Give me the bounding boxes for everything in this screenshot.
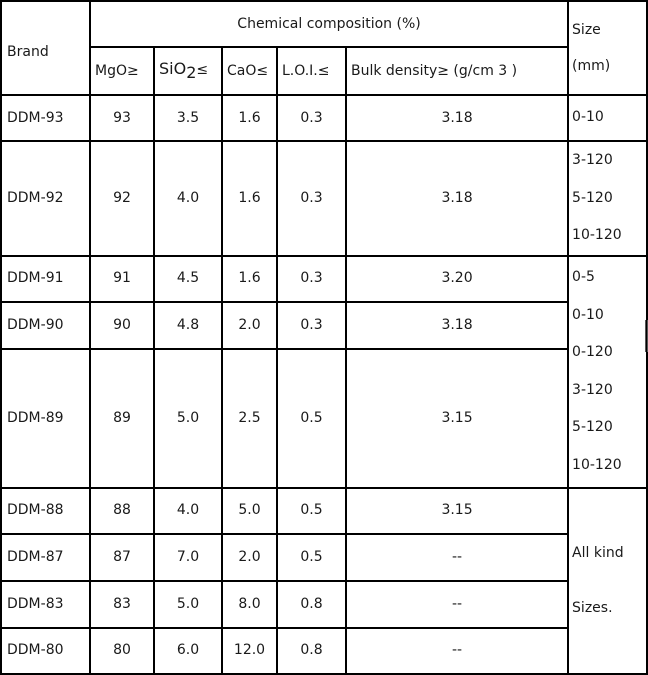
size-value: 3-120	[572, 381, 613, 398]
bulk-density-cell: 3.18	[346, 141, 568, 256]
brand-cell: DDM-92	[1, 141, 90, 256]
bulk-density-cell: 3.18	[346, 302, 568, 349]
size-value: 10-120	[572, 456, 622, 473]
cao-cell: 12.0	[222, 628, 277, 674]
size-cell	[568, 141, 647, 256]
brand-cell: DDM-88	[1, 488, 90, 534]
size-cell	[568, 488, 647, 674]
size-header-unit: (mm)	[572, 58, 611, 74]
size-header-label: Size	[572, 22, 601, 38]
table-row	[1, 349, 647, 488]
mgo-cell: 87	[90, 534, 154, 581]
loi-cell: 0.5	[277, 488, 346, 534]
bulk-density-cell: --	[346, 581, 568, 628]
brand-header: Brand	[1, 1, 90, 95]
loi-header: L.O.I.≤	[277, 47, 346, 95]
sio2-operator: ≤	[196, 61, 209, 78]
size-value: All kind	[572, 545, 624, 561]
bulk-density-cell: 3.15	[346, 488, 568, 534]
sio2-subscript: 2	[186, 62, 197, 82]
size-cell	[568, 95, 647, 141]
sio2-cell: 4.0	[154, 488, 222, 534]
brand-cell: DDM-83	[1, 581, 90, 628]
cao-cell: 2.0	[222, 534, 277, 581]
size-cell	[568, 256, 647, 488]
loi-cell: 0.5	[277, 349, 346, 488]
size-value: 3-120	[572, 152, 613, 168]
sio2-cell: 4.5	[154, 256, 222, 302]
table-row	[1, 534, 647, 581]
table-row	[1, 628, 647, 674]
sio2-cell: 5.0	[154, 349, 222, 488]
loi-cell: 0.5	[277, 534, 346, 581]
sio2-header	[154, 47, 222, 95]
loi-cell: 0.8	[277, 628, 346, 674]
size-value: 5-120	[572, 419, 613, 435]
brand-cell: DDM-93	[1, 95, 90, 141]
bulk-density-cell: 3.20	[346, 256, 568, 302]
cao-cell: 2.0	[222, 302, 277, 349]
sio2-cell: 5.0	[154, 581, 222, 628]
brand-cell: DDM-89	[1, 349, 90, 488]
size-value: 0-120	[572, 344, 613, 360]
chemical-composition-header: Chemical composition (%)	[90, 1, 568, 47]
cao-cell: 5.0	[222, 488, 277, 534]
size-value: 0-10	[572, 306, 604, 323]
size-value: 10-120	[572, 227, 622, 243]
brand-cell: DDM-91	[1, 256, 90, 302]
sio2-cell: 3.5	[154, 95, 222, 141]
brand-cell: DDM-80	[1, 628, 90, 674]
cao-cell: 1.6	[222, 95, 277, 141]
table-row	[1, 302, 647, 349]
loi-cell: 0.3	[277, 95, 346, 141]
size-value: 0-10	[572, 109, 604, 126]
mgo-cell: 93	[90, 95, 154, 141]
mgo-cell: 90	[90, 302, 154, 349]
bulk-density-cell: 3.15	[346, 349, 568, 488]
mgo-cell: 91	[90, 256, 154, 302]
brand-cell: DDM-87	[1, 534, 90, 581]
loi-cell: 0.3	[277, 256, 346, 302]
sio2-cell: 4.8	[154, 302, 222, 349]
sio2-cell: 4.0	[154, 141, 222, 256]
loi-cell: 0.3	[277, 141, 346, 256]
bulk-density-cell: --	[346, 628, 568, 674]
cao-cell: 8.0	[222, 581, 277, 628]
size-value: 0-5	[572, 269, 595, 285]
mgo-cell: 88	[90, 488, 154, 534]
size-header	[568, 1, 647, 95]
table-row	[1, 581, 647, 628]
cao-cell: 2.5	[222, 349, 277, 488]
mgo-cell: 80	[90, 628, 154, 674]
loi-cell: 0.3	[277, 302, 346, 349]
table-row	[1, 488, 647, 534]
table-row	[1, 141, 647, 256]
size-value: 5-120	[572, 189, 613, 206]
loi-cell: 0.8	[277, 581, 346, 628]
mgo-cell: 83	[90, 581, 154, 628]
mgo-header: MgO≥	[90, 47, 154, 95]
sio2-cell: 7.0	[154, 534, 222, 581]
sio2-cell: 6.0	[154, 628, 222, 674]
bulk-density-header: Bulk density≥ (g/cm 3 )	[346, 47, 568, 95]
sio2-symbol: SiO	[159, 58, 187, 78]
bulk-density-cell: 3.18	[346, 95, 568, 141]
mgo-cell: 92	[90, 141, 154, 256]
cao-cell: 1.6	[222, 256, 277, 302]
cao-header: CaO≤	[222, 47, 277, 95]
brand-cell: DDM-90	[1, 302, 90, 349]
size-value: Sizes.	[572, 600, 613, 616]
table-row	[1, 256, 647, 302]
mgo-cell: 89	[90, 349, 154, 488]
table-row	[1, 95, 647, 141]
bulk-density-cell: --	[346, 534, 568, 581]
cao-cell: 1.6	[222, 141, 277, 256]
